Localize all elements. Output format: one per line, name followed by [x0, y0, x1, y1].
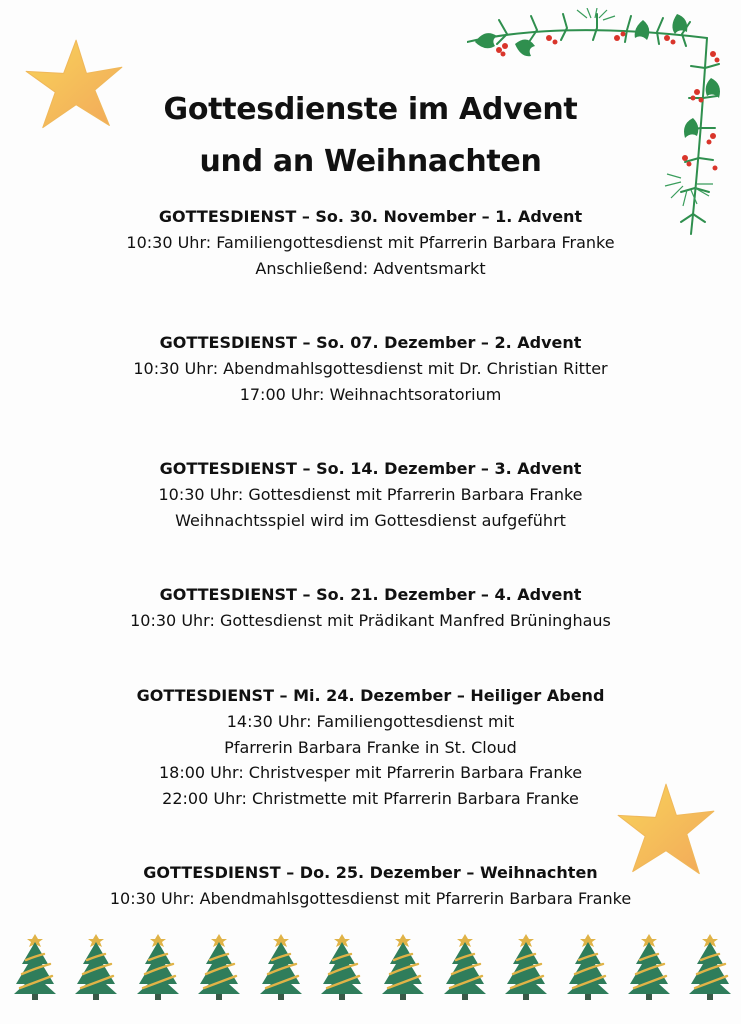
service-block [0, 582, 741, 634]
service-line: 10:30 Uhr: Abendmahlsgottesdienst mit Dr. Christian Ritter [133, 359, 608, 378]
title-line-1: Gottesdienste im Advent [163, 92, 578, 127]
service-block [0, 204, 741, 281]
christmas-tree-icon [12, 930, 58, 1002]
title-line-2: und an Weihnachten [199, 144, 542, 179]
christmas-tree-icon [73, 930, 119, 1002]
christmas-tree-icon [196, 930, 242, 1002]
service-heading: GOTTESDIENST – Mi. 24. Dezember – Heiliger Abend [136, 686, 605, 705]
tree-row [0, 930, 741, 1006]
service-line: 14:30 Uhr: Familiengottesdienst mit [226, 712, 515, 731]
service-heading: GOTTESDIENST – So. 14. Dezember – 3. Advent [159, 459, 582, 478]
service-line: 18:00 Uhr: Christvesper mit Pfarrerin Barbara Franke [158, 763, 583, 782]
service-block [0, 860, 741, 912]
christmas-tree-icon [626, 930, 672, 1002]
service-line: Pfarrerin Barbara Franke in St. Cloud [224, 737, 517, 757]
service-line: 10:30 Uhr: Gottesdienst mit Prädikant Manfred Brüninghaus [130, 611, 611, 630]
christmas-tree-icon [380, 930, 426, 1002]
christmas-tree-icon [258, 930, 304, 1002]
service-heading: GOTTESDIENST – So. 21. Dezember – 4. Advent [159, 585, 582, 604]
page-title [0, 84, 741, 188]
service-line: 22:00 Uhr: Christmette mit Pfarrerin Barbara Franke [162, 788, 579, 808]
christmas-tree-icon [442, 930, 488, 1002]
service-line: Weihnachtsspiel wird im Gottesdienst aufgeführt [175, 510, 566, 530]
service-line: 10:30 Uhr: Gottesdienst mit Pfarrerin Barbara Franke [158, 485, 583, 504]
service-line: 10:30 Uhr: Abendmahlsgottesdienst mit Pfarrerin Barbara Franke [109, 889, 632, 908]
christmas-tree-icon [135, 930, 181, 1002]
christmas-tree-icon [319, 930, 365, 1002]
service-heading: GOTTESDIENST – Do. 25. Dezember – Weihnachten [143, 863, 598, 882]
service-heading: GOTTESDIENST – So. 30. November – 1. Advent [158, 207, 583, 226]
service-block [0, 330, 741, 407]
christmas-tree-icon [687, 930, 733, 1002]
christmas-tree-icon [565, 930, 611, 1002]
christmas-tree-icon [503, 930, 549, 1002]
service-block [0, 683, 741, 811]
service-line: Anschließend: Adventsmarkt [255, 258, 486, 278]
service-line: 17:00 Uhr: Weihnachtsoratorium [239, 384, 502, 404]
service-block [0, 456, 741, 533]
service-heading: GOTTESDIENST – So. 07. Dezember – 2. Advent [159, 333, 582, 352]
service-line: 10:30 Uhr: Familiengottesdienst mit Pfarrerin Barbara Franke [126, 233, 615, 252]
